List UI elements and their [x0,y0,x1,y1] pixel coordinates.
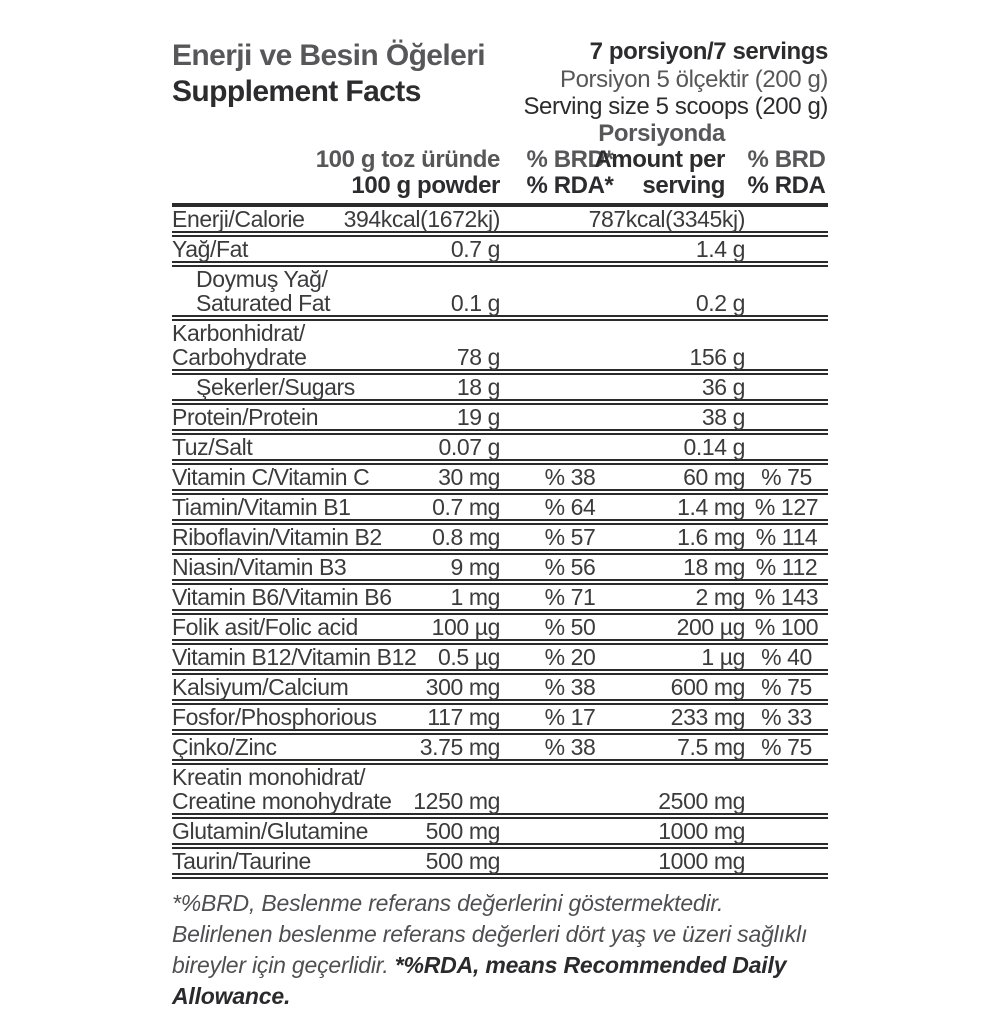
amount-per-serving-value: 1.6 mg [677,524,745,550]
nutrient-name-english: Saturated Fat [196,290,331,316]
amount-per-serving [640,495,745,519]
amount-per-100g [410,789,500,813]
table-row [172,237,828,267]
nutrient-name-turkish: Doymuş Yağ/ [196,266,328,292]
footnote [172,888,828,1012]
pct-brd-100g-value: % 38 [544,734,596,760]
amount-per-serving [588,206,745,232]
table-row [172,735,828,765]
table-row [172,525,828,555]
nutrient-name-turkish: Çinko/Zinc [172,734,277,760]
amount-per-100g-value: 500 mg [425,848,500,874]
amount-per-100g [410,555,500,579]
amount-per-100g [410,465,500,489]
amount-per-serving [640,405,745,429]
pct-brd-serving [745,495,828,519]
nutrient-name-turkish: Yağ/Fat [172,236,249,262]
amount-per-100g [410,615,500,639]
pct-brd-100g [500,675,640,699]
nutrient-label [172,849,410,873]
amount-per-serving [640,819,745,843]
amount-per-serving [640,585,745,609]
label-title-block [172,38,485,110]
pct-brd-100g [500,585,640,609]
amount-per-100g [410,345,500,369]
amount-per-100g-value: 19 g [456,404,500,430]
amount-per-serving [640,435,745,459]
pct-brd-serving-value: % 75 [761,464,812,490]
pct-brd-100g [500,495,640,519]
nutrient-label [172,525,410,549]
amount-per-serving-value: 787kcal(3345kj) [588,206,745,232]
table-row [172,207,828,237]
pct-brd-100g [500,705,640,729]
nutrient-label [172,321,410,369]
amount-per-serving-value: 2500 mg [658,788,745,814]
col-header-pct-rda-star: % RDA* [526,172,614,199]
pct-brd-100g [500,525,640,549]
pct-brd-100g-value: % 56 [544,554,596,580]
amount-per-100g [410,495,500,519]
pct-brd-serving-value: % 143 [754,584,819,610]
pct-brd-serving-value: % 75 [761,674,812,700]
nutrient-label [172,237,410,261]
pct-brd-serving [745,735,828,759]
col-header-100g-turkish: 100 g toz üründe [315,146,500,173]
label-header [172,38,828,120]
pct-brd-serving [745,645,828,669]
nutrient-name-turkish: Vitamin C/Vitamin C [172,464,370,490]
amount-per-serving-value: 38 g [701,404,745,430]
amount-per-serving-value: 36 g [701,374,745,400]
pct-brd-serving-value: % 75 [761,734,812,760]
pct-brd-100g [500,615,640,639]
nutrient-label [172,465,410,489]
pct-brd-serving-value: % 33 [761,704,812,730]
amount-per-serving-value: 1 µg [701,644,745,670]
nutrient-name-turkish: Enerji/Calorie [172,206,305,232]
col-header-amount-per: Amount per [594,146,725,173]
nutrient-name-turkish: Karbonhidrat/ [172,320,305,346]
nutrient-label [172,555,410,579]
amount-per-100g-value: 18 g [456,374,500,400]
amount-per-serving [640,237,745,261]
table-row [172,675,828,705]
amount-per-serving [640,465,745,489]
pct-brd-100g [500,555,640,579]
table-row [172,765,828,819]
table-row [172,405,828,435]
nutrient-name-english: Creatine monohydrate [172,788,392,814]
pct-brd-serving [745,525,828,549]
amount-per-serving-value: 1000 mg [658,818,745,844]
pct-brd-100g-value: % 57 [544,524,596,550]
pct-brd-100g-value: % 20 [544,644,596,670]
servings-count: 7 porsiyon/7 servings [589,38,828,65]
nutrient-label [172,705,410,729]
nutrient-name-turkish: Protein/Protein [172,404,319,430]
nutrient-label [172,765,410,813]
amount-per-serving-value: 1.4 mg [677,494,745,520]
serving-size-turkish: Porsiyon 5 ölçektir (200 g) [560,66,828,93]
pct-brd-serving-value: % 127 [754,494,819,520]
amount-per-serving-value: 0.2 g [695,290,745,316]
table-row [172,465,828,495]
amount-per-serving [640,675,745,699]
amount-per-100g [410,735,500,759]
nutrient-name-turkish: Fosfor/Phosphorious [172,704,377,730]
amount-per-100g-value: 30 mg [438,464,500,490]
nutrient-label [172,615,410,639]
pct-brd-100g-value: % 71 [544,584,596,610]
amount-per-serving [640,615,745,639]
nutrient-label [172,675,410,699]
supplement-facts-label [172,38,828,1012]
amount-per-100g [410,291,500,315]
table-row [172,849,828,879]
nutrient-name-turkish: Vitamin B12/Vitamin B12 [172,644,417,670]
nutrient-name-turkish: Niasin/Vitamin B3 [172,554,347,580]
amount-per-serving-value: 18 mg [683,554,745,580]
table-row [172,321,828,375]
amount-per-100g-value: 500 mg [425,818,500,844]
pct-brd-100g-value: % 38 [544,674,596,700]
table-row [172,435,828,465]
amount-per-100g [410,849,500,873]
amount-per-100g [410,525,500,549]
table-row [172,375,828,405]
nutrient-name-turkish: Tiamin/Vitamin B1 [172,494,351,520]
pct-brd-100g [500,735,640,759]
nutrient-label [172,405,410,429]
table-row [172,645,828,675]
footnote-turkish: *%BRD, Beslenme referans değerlerini göstermektedir. Belirlenen beslenme referans değerleri dört yaş ve üzeri sağlıklı bireyler için geçerlidir. [172,890,808,978]
amount-per-serving [640,789,745,813]
amount-per-serving-value: 200 µg [676,614,745,640]
table-row [172,267,828,321]
nutrient-table [172,207,828,879]
amount-per-100g-value: 1 mg [450,584,500,610]
amount-per-100g-value: 1250 mg [413,788,500,814]
amount-per-100g-value: 0.5 µg [437,644,500,670]
amount-per-100g-value: 117 mg [427,704,500,730]
amount-per-serving [640,555,745,579]
amount-per-serving [640,375,745,399]
nutrient-name-turkish: Vitamin B6/Vitamin B6 [172,584,392,610]
col-header-pct-rda: % RDA [747,172,826,199]
nutrient-label [172,267,410,315]
nutrient-label [172,819,410,843]
amount-per-100g-value: 0.7 mg [432,494,500,520]
amount-per-serving-value: 233 mg [670,704,745,730]
title-turkish: Enerji ve Besin Öğeleri [172,39,486,72]
nutrient-name-english: Carbohydrate [172,344,307,370]
amount-per-serving [640,849,745,873]
amount-per-100g [343,206,500,232]
amount-per-100g-value: 0.8 mg [432,524,500,550]
table-row [172,585,828,615]
amount-per-serving-value: 600 mg [670,674,745,700]
amount-per-100g-value: 3.75 mg [419,734,500,760]
amount-per-serving-value: 156 g [689,344,745,370]
nutrient-name-turkish: Taurin/Taurine [172,848,311,874]
amount-per-100g [410,237,500,261]
amount-per-serving-value: 7.5 mg [677,734,745,760]
amount-per-serving [640,345,745,369]
pct-brd-serving [745,675,828,699]
pct-brd-100g-value: % 50 [544,614,596,640]
amount-per-serving [640,705,745,729]
pct-brd-100g [500,465,640,489]
col-header-pct-brd-star: % BRD* [526,146,614,173]
col-header-porsiyonda: Porsiyonda [598,120,725,147]
pct-brd-serving-value: % 114 [755,524,818,550]
footnote-english: *%RDA, means Recommended Daily Allowance. [172,952,787,1009]
table-row [172,555,828,585]
amount-per-100g-value: 0.1 g [450,290,500,316]
amount-per-serving-value: 0.14 g [683,434,745,460]
col-header-serving: serving [642,172,725,199]
pct-brd-100g-value: % 17 [544,704,596,730]
pct-brd-serving-value: % 40 [761,644,812,670]
table-row [172,819,828,849]
amount-per-serving-value: 2 mg [695,584,745,610]
amount-per-100g-value: 0.07 g [438,434,500,460]
nutrient-label [172,585,410,609]
amount-per-100g [410,675,500,699]
nutrient-label [172,735,410,759]
amount-per-serving [640,735,745,759]
title-english: Supplement Facts [172,75,421,108]
nutrient-name-turkish: Glutamin/Glutamine [172,818,369,844]
nutrient-label [172,644,417,670]
amount-per-100g-value: 0.7 g [450,236,500,262]
pct-brd-serving [745,705,828,729]
table-row [172,495,828,525]
nutrient-name-turkish: Folik asit/Folic acid [172,614,358,640]
nutrient-name-turkish: Riboflavin/Vitamin B2 [172,524,382,550]
amount-per-serving [640,525,745,549]
table-column-headers [172,122,828,207]
amount-per-100g [410,375,500,399]
table-row [172,615,828,645]
serving-info-block [523,38,828,120]
amount-per-serving [640,645,745,669]
pct-brd-100g-value: % 64 [544,494,596,520]
pct-brd-100g-value: % 38 [544,464,596,490]
amount-per-100g [410,435,500,459]
amount-per-100g [410,705,500,729]
nutrient-name-turkish: Kreatin monohidrat/ [172,764,366,790]
nutrient-name-turkish: Tuz/Salt [172,434,253,460]
amount-per-100g-value: 100 µg [431,614,500,640]
amount-per-serving [640,291,745,315]
nutrient-name-turkish: Kalsiyum/Calcium [172,674,349,700]
amount-per-100g-value: 9 mg [450,554,500,580]
amount-per-100g [410,585,500,609]
pct-brd-serving [745,465,828,489]
amount-per-serving-value: 60 mg [683,464,745,490]
amount-per-100g-value: 78 g [456,344,500,370]
nutrient-label [172,495,410,519]
pct-brd-serving [745,615,828,639]
amount-per-100g [410,645,500,669]
nutrient-label [172,435,410,459]
amount-per-100g [410,405,500,429]
amount-per-100g [410,819,500,843]
amount-per-serving-value: 1000 mg [658,848,745,874]
amount-per-100g-value: 300 mg [425,674,500,700]
amount-per-serving-value: 1.4 g [695,236,745,262]
nutrient-name-turkish: Şekerler/Sugars [196,374,355,400]
table-row [172,705,828,735]
amount-per-100g-value: 394kcal(1672kj) [343,206,500,232]
pct-brd-100g [500,645,640,669]
pct-brd-serving-value: % 112 [755,554,818,580]
nutrient-label [172,375,410,399]
pct-brd-serving [745,555,828,579]
pct-brd-serving [745,585,828,609]
pct-brd-serving-value: % 100 [754,614,819,640]
col-header-100g-english: 100 g powder [351,172,500,199]
col-header-pct-brd: % BRD [747,146,826,173]
serving-size-english: Serving size 5 scoops (200 g) [523,93,828,120]
